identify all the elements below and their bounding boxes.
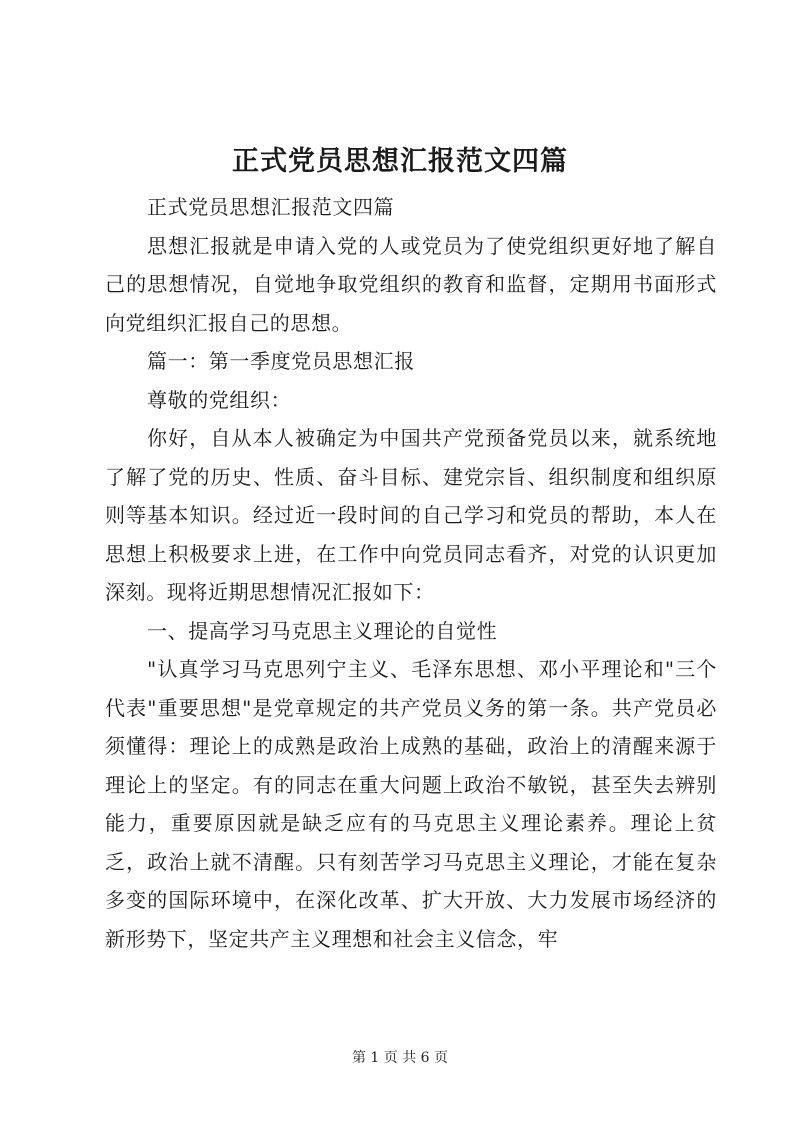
page-footer: 第 1 页 共 6 页	[351, 1050, 449, 1066]
document-body	[105, 188, 717, 958]
paragraph-section-heading: 篇一：第一季度党员思想汇报	[147, 349, 415, 373]
paragraph-opening: 你好，自从本人被确定为中国共产党预备党员以来，就系统地了解了党的历史、性质、奋斗目标、建党宗旨、组织制度和组织原则等基本知识。经过近一段时间的自己学习和党员的帮助，本人在思想上积极要求上进，在工作中向党员同志看齐，对党的认识更加深刻。现将近期思想情况汇报如下：	[105, 426, 717, 604]
document-title: 正式党员思想汇报范文四篇	[232, 146, 568, 177]
paragraph-subtitle: 正式党员思想汇报范文四篇	[147, 195, 395, 219]
paragraph-intro: 思想汇报就是申请入党的人或党员为了使党组织更好地了解自己的思想情况，自觉地争取党组织的教育和监督，定期用书面形式向党组织汇报自己的思想。	[105, 233, 717, 335]
paragraph-point-heading: 一、提高学习马克思主义理论的自觉性	[147, 618, 498, 643]
paragraph-point-body: "认真学习马克思列宁主义、毛泽东思想、邓小平理论和"三个代表"重要思想"是党章规定的共产党员义务的第一条。共产党员必须懂得：理论上的成熟是政治上成熟的基础，政治上的清醒来源于理论上的坚定。有的同志在重大问题上政治不敏锐，甚至失去辨别能力，重要原因就是缺乏应有的马克思主义理论素养。理论上贫乏，政治上就不清醒。只有刻苦学习马克思主义理论，才能在复杂多变的国际环境中，在深化改革、扩大开放、大力发展市场经济的新形势下，坚定共产主义理想和社会主义信念，牢	[105, 657, 717, 951]
paragraph-salutation: 尊敬的党组织：	[147, 387, 292, 412]
